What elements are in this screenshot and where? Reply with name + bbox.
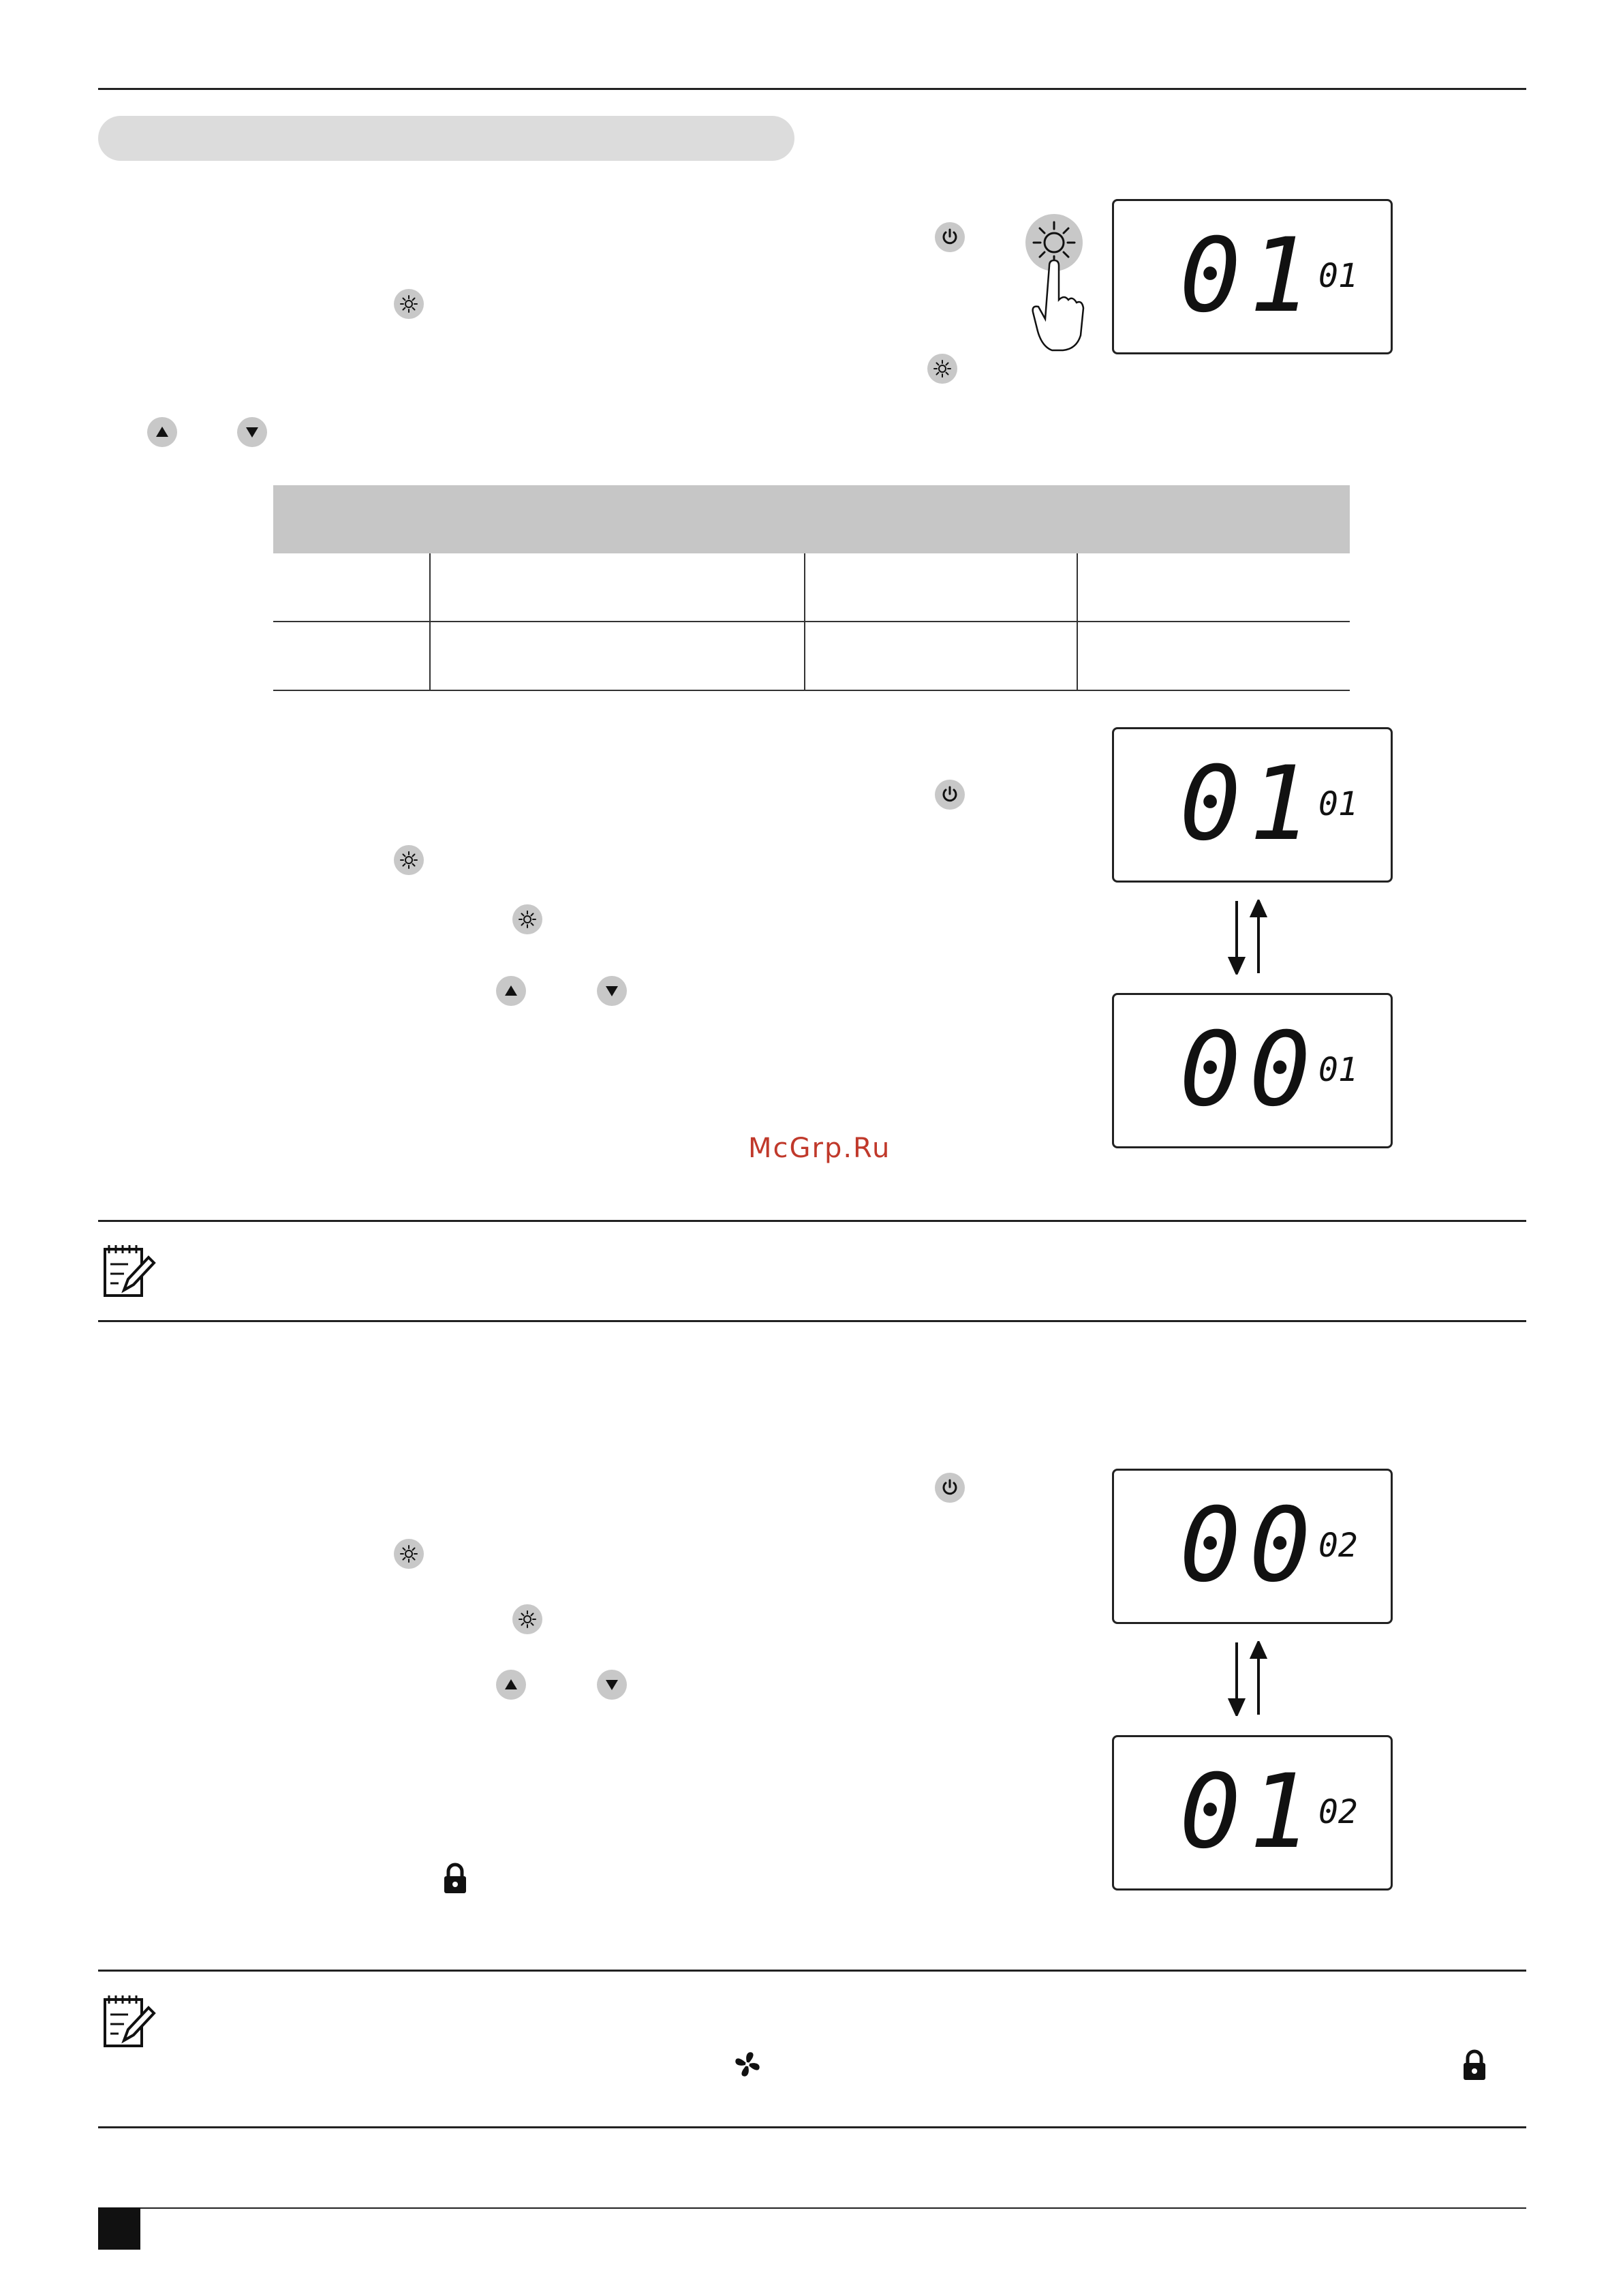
up-button-icon <box>147 417 177 447</box>
lcd-display-top <box>1112 199 1393 354</box>
lcd-sub-digits: 02 <box>1318 1527 1358 1565</box>
table-bottom-rule <box>273 690 1350 691</box>
lcd-sub-digits: 01 <box>1318 257 1358 295</box>
lcd-main-digits: 01 <box>1179 745 1319 863</box>
page-number-box <box>98 2207 140 2250</box>
lcd-main-digits: 01 <box>1179 1753 1319 1871</box>
up-button-icon <box>496 1670 526 1700</box>
note-rule-bottom <box>98 2126 1526 2128</box>
footer-rule <box>98 2207 1526 2209</box>
table-col-divider <box>804 553 805 691</box>
toggle-arrows-icon <box>1223 1641 1271 1719</box>
note-pencil-icon <box>101 1242 158 1302</box>
sun-button-icon <box>394 845 424 875</box>
sun-button-icon <box>394 289 424 319</box>
sun-button-icon <box>512 1604 542 1634</box>
lcd-main-digits: 01 <box>1179 217 1319 335</box>
watermark: McGrp.Ru <box>748 1133 891 1164</box>
section-title-bar <box>98 116 794 161</box>
table-row-divider <box>273 621 1350 622</box>
table-col-divider <box>1077 553 1078 691</box>
sun-button-icon <box>512 904 542 934</box>
lock-icon <box>442 1862 469 1897</box>
fan-icon <box>732 2049 763 2083</box>
top-rule <box>98 88 1526 90</box>
power-button-icon <box>935 222 965 252</box>
sun-press-illustration <box>1022 213 1090 356</box>
lcd-display-bot-upper <box>1112 1469 1393 1624</box>
sun-button-icon <box>927 354 957 384</box>
sun-button-icon <box>394 1539 424 1569</box>
table-header <box>273 485 1350 553</box>
power-button-icon <box>935 1473 965 1503</box>
note-rule-top <box>98 1220 1526 1222</box>
power-button-icon <box>935 780 965 810</box>
down-button-icon <box>597 1670 627 1700</box>
down-button-icon <box>597 976 627 1006</box>
lcd-sub-digits: 02 <box>1318 1793 1358 1831</box>
lcd-main-digits: 00 <box>1179 1011 1319 1129</box>
note-rule-bottom <box>98 1320 1526 1322</box>
lcd-display-bot-lower <box>1112 1735 1393 1891</box>
table-col-divider <box>429 553 431 691</box>
lcd-display-mid-upper <box>1112 727 1393 883</box>
toggle-arrows-icon <box>1223 900 1271 977</box>
down-button-icon <box>237 417 267 447</box>
note-rule-top <box>98 1970 1526 1972</box>
note-pencil-icon <box>101 1993 158 2053</box>
lcd-main-digits: 00 <box>1179 1486 1319 1605</box>
lock-icon <box>1461 2049 1488 2084</box>
lcd-sub-digits: 01 <box>1318 785 1358 823</box>
lcd-display-mid-lower <box>1112 993 1393 1148</box>
lcd-sub-digits: 01 <box>1318 1051 1358 1089</box>
up-button-icon <box>496 976 526 1006</box>
